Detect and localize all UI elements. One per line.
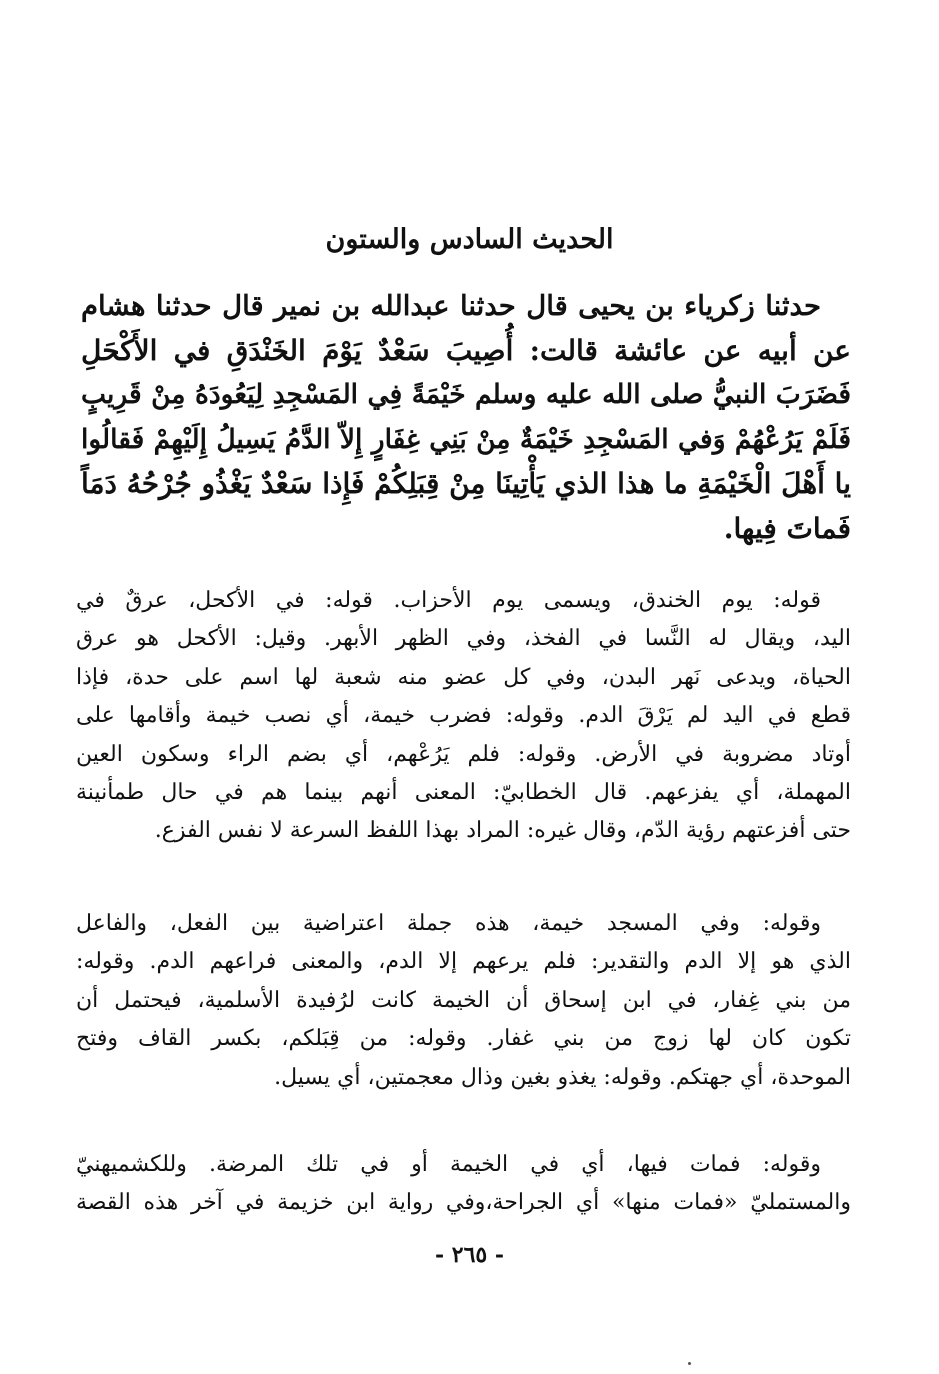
commentary-line: الحياة، ويدعى نَهر البدن، وفي كل عضو منه شعبة لها اسم على حدة، فإذا: [76, 664, 851, 690]
page-number: - ٢٦٥ -: [434, 1242, 505, 1268]
hadith-line: عن أبيه عن عائشة قالت: أُصِيبَ سَعْدٌ يَوْمَ الخَنْدَقِ في الأَكْحَلِ: [81, 333, 851, 367]
hadith-text: [81, 284, 851, 551]
hadith-line: يا أَهْلَ الْخَيْمَةِ ما هذا الذي يَأْتِينَا مِنْ قِبَلِكُمْ فَإِذا سَعْدٌ يَغْذُو جُرْحُهُ دَمَاً: [80, 467, 851, 500]
commentary-paragraph: [76, 1146, 851, 1223]
commentary-line: قوله: يوم الخندق، ويسمى يوم الأحزاب. قوله: في الأكحل، عرقٌ في: [76, 588, 821, 613]
hadith-line: فَلَمْ يَرُعْهُمْ وَفي المَسْجِدِ خَيْمَةٌ مِنْ بَنِي غِفَارٍ إِلاّ الدَّمُ يَسِيلُ إِلَيْهِمْ فَقالُوا: [81, 423, 851, 455]
commentary-line: الموحدة، أي جهتكم. وقوله: يغذو بغين وذال معجمتين، أي يسيل.: [274, 1064, 851, 1090]
commentary-line: وقوله: وفي المسجد خيمة، هذه جملة اعتراضية بين الفعل، والفاعل: [76, 911, 821, 936]
commentary-line: اليد، ويقال له النَّسا في الفخذ، وفي الظهر الأبهر. وقيل: الأكحل هو عرق: [76, 626, 851, 652]
hadith-line: فَضَرَبَ النبيُّ صلى الله عليه وسلم خَيْمَةً فِي المَسْجِدِ لِيَعُودَهُ مِنْ قَرِيبٍ: [81, 379, 851, 410]
commentary-line: من بني غِفار، في ابن إسحاق أن الخيمة كانت لرُفيدة الأسلمية، فيحتمل أن: [76, 987, 851, 1013]
commentary-line: تكون كان لها زوج من بني غفار. وقوله: من قِبَلكم، بكسر القاف وفتح: [76, 1026, 851, 1052]
commentary-paragraph: [76, 582, 851, 851]
commentary-line: قطع في اليد لم يَرْقَ الدم. وقوله: فضرب خيمة، أي نصب خيمة وأقامها على: [76, 703, 851, 729]
hadith-heading: الحديث السادس والستون: [325, 224, 614, 255]
scan-speck: [688, 1362, 691, 1365]
hadith-line: فَماتَ فِيها.: [723, 511, 851, 545]
commentary-paragraph: [76, 905, 851, 1097]
commentary-line: حتى أفزعتهم رؤية الدّم، وقال غيره: المراد بهذا اللفظ السرعة لا نفس الفزع.: [154, 818, 851, 844]
commentary-line: والمستمليّ «فمات منها» أي الجراحة،وفي رواية ابن خزيمة في آخر هذه القصة: [76, 1190, 851, 1216]
commentary-line: أوتاد مضروبة في الأرض. وقوله: فلم يَرُعْهم، أي بضم الراء وسكون العين: [76, 741, 851, 767]
hadith-line: حدثنا زكرياء بن يحيى قال حدثنا عبدالله بن نمير قال حدثنا هشام: [81, 290, 821, 322]
commentary-line: المهملة، أي يفزعهم. قال الخطابيّ: المعنى أنهم بينما هم في حال طمأنينة: [76, 780, 851, 806]
commentary-line: وقوله: فمات فيها، أي في الخيمة أو في تلك المرضة. وللكشميهنيّ: [76, 1152, 821, 1177]
commentary-line: الذي هو إلا الدم والتقدير: فلم يرعهم إلا الدم، والمعنى فراعهم الدم. وقوله:: [76, 949, 851, 975]
